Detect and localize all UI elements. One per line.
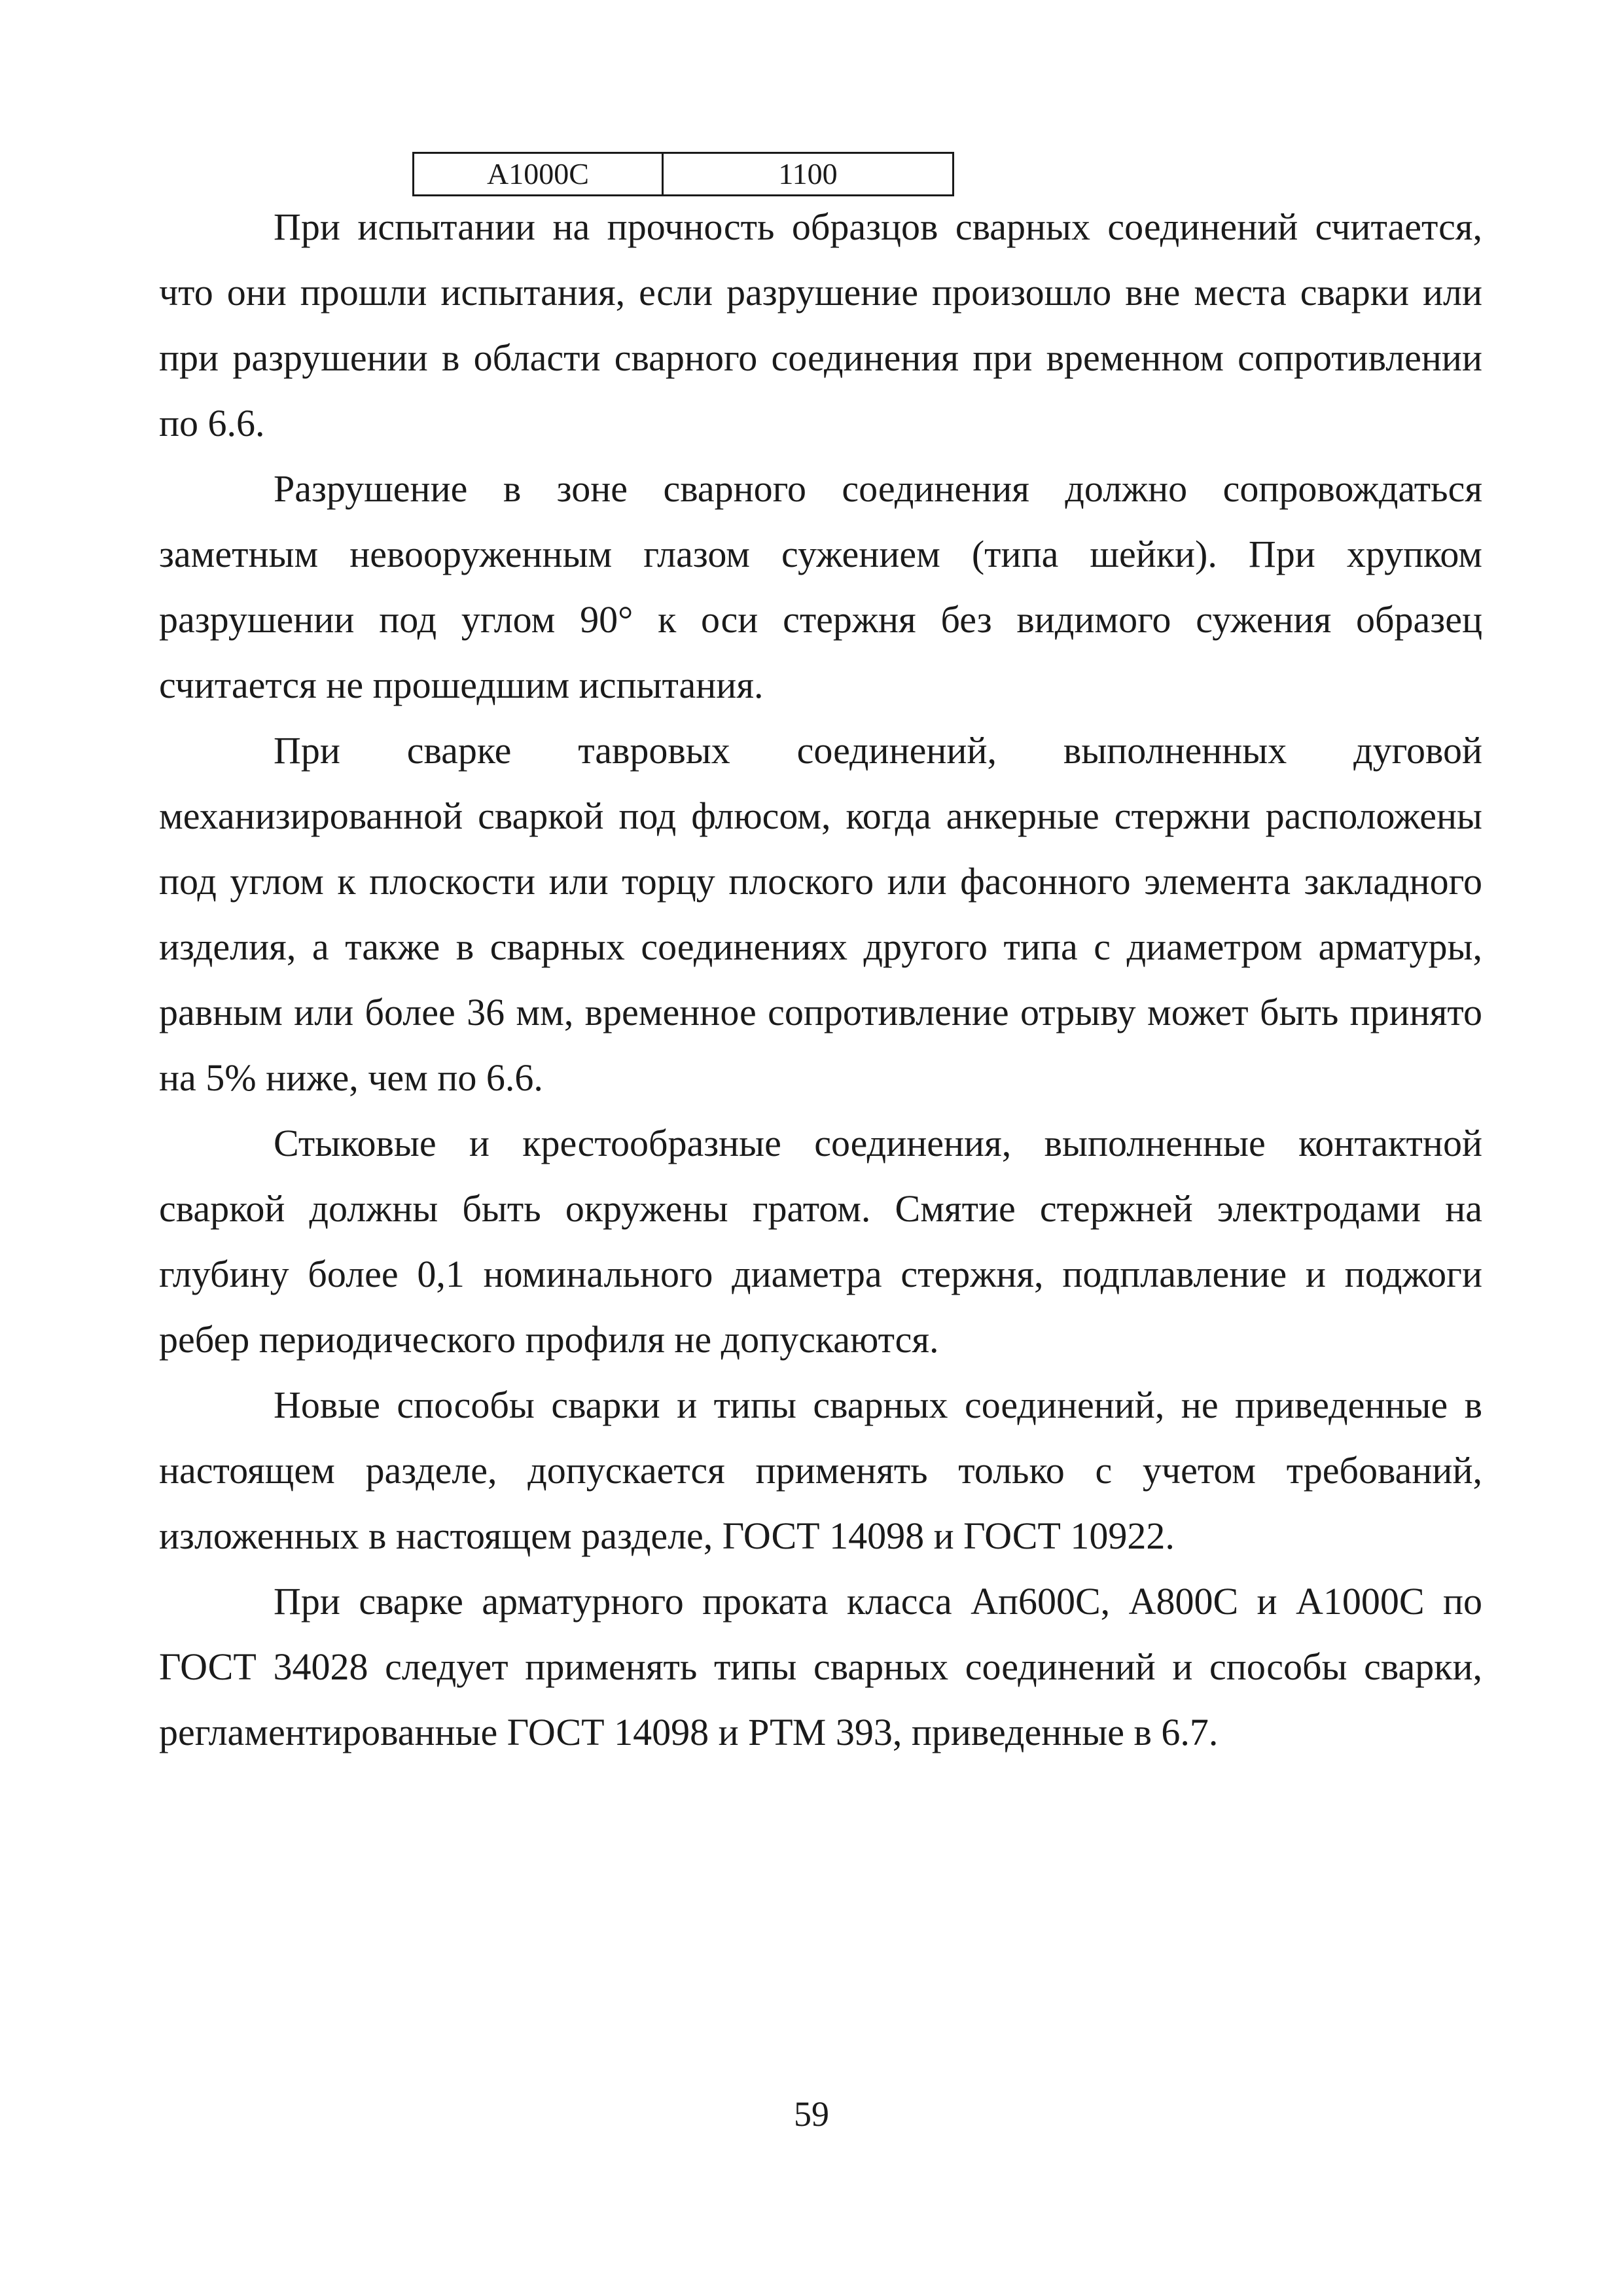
- strength-table: [412, 152, 954, 196]
- paragraph-strength-test: При испытании на прочность образцов сварных соединений считается, что они прошли испытания, если разрушение произошло вне места сварки или при разрушении в области сварного соединения при временном сопротивлении по 6.6.: [159, 206, 1482, 444]
- paragraph-tee-joints: При сварке тавровых соединений, выполненных дуговой механизированной сваркой под флюсом, когда анкерные стержни расположены под углом к плоскости или торцу плоского или фасонного элемента закладного изделия, а также в сварных соединениях другого типа с диаметром арматуры, равным или более 36 мм, временное сопротивление отрыву может быть принято на 5% ниже, чем по 6.6.: [159, 729, 1482, 1099]
- page-number: 59: [794, 2094, 829, 2134]
- paragraph-rebar-classes: При сварке арматурного проката класса Ап600С, А800С и А1000С по ГОСТ 34028 следует применять типы сварных соединений и способы сварки, регламентированные ГОСТ 14098 и РТМ 393, приведенные в 6.7.: [159, 1580, 1482, 1753]
- body-text: [159, 194, 1482, 1765]
- paragraph-new-methods: Новые способы сварки и типы сварных соединений, не приведенные в настоящем разделе, допускается применять только с учетом требований, изложенных в настоящем разделе, ГОСТ 14098 и ГОСТ 10922.: [159, 1384, 1482, 1557]
- paragraph-butt-joints: Стыковые и крестообразные соединения, выполненные контактной сваркой должны быть окружены гратом. Смятие стержней электродами на глубину более 0,1 номинального диаметра стержня, подплавление и поджоги ребер периодического профиля не допускаются.: [159, 1122, 1482, 1361]
- table-cell-value: 1100: [663, 153, 954, 196]
- table-row: [414, 153, 954, 196]
- table-cell-class: A1000C: [414, 153, 663, 196]
- paragraph-fracture-zone: Разрушение в зоне сварного соединения должно сопровождаться заметным невооруженным глазом сужением (типа шейки). При хрупком разрушении под углом 90° к оси стержня без видимого сужения образец считается не прошедшим испытания.: [159, 467, 1482, 706]
